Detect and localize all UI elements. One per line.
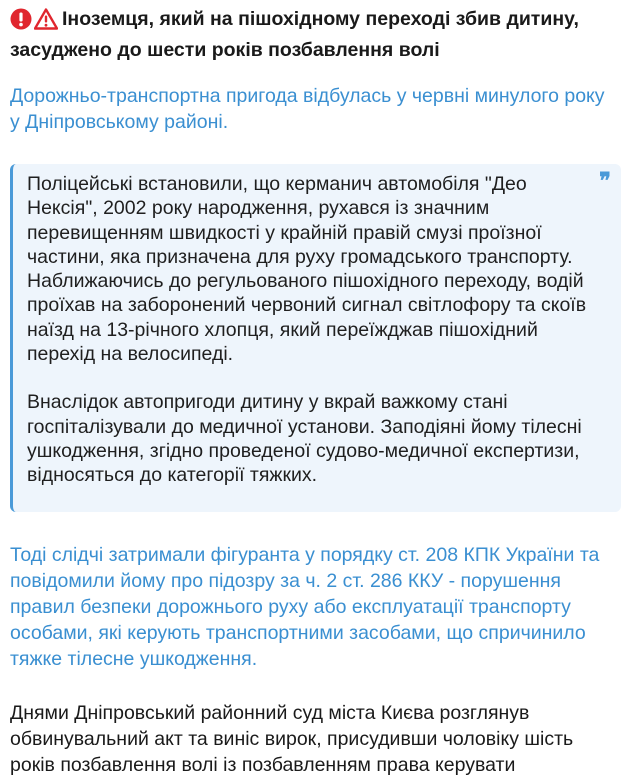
warning-icon xyxy=(34,8,58,37)
headline-text: Іноземця, який на пішохідному переході збив дитину, засуджено до шести років позбавлення волі xyxy=(10,8,579,61)
post-paragraph-blue: Тоді слідчі затримали фігуранта у порядку ст. 208 КПК України та повідомили йому про підозру за ч. 2 ст. 286 ККУ - порушення правил безпеки дорожнього руху або експлуатації транспорту особами, які керують транспортними засобами, що спричинило тяжке тілесне ушкодження. xyxy=(10,544,600,670)
quote-paragraph-2: Внаслідок автопригоди дитину у вкрай важкому стані госпіталізували до медичної установи. Заподіяні йому тілесні ушкодження, згідно проведеної судово-медичної експертизи, відносяться до категорії тяжких. xyxy=(27,391,582,487)
post-lead: Дорожньо-транспортна пригода відбулась у червні минулого року у Дніпровському районі. xyxy=(10,85,605,133)
post-paragraph-dark: Днями Дніпровський районний суд міста Києва розглянув обвинувальний акт та виніс вирок, присудивши чоловіку шість років позбавлення волі із позбавленням права керувати xyxy=(10,702,574,776)
quote-text xyxy=(27,172,587,488)
alert-emojis xyxy=(10,8,58,37)
quote-paragraph-1: Поліцейські встановили, що керманич автомобіля "Део Нексія", 2002 року народження, рухався із значним перевищенням швидкості у крайній правій смузі проїзної частини, яка призначена для руху громадського транспорту. Наближаючись до регульованого пішохідного переходу, водій проїхав на заборонений червоний сигнал світлофору та скоїв наїзд на 13-річного хлопця, який переїжджав пішохідний перехід на велосипеді. xyxy=(27,173,587,366)
quote-icon: ❞ xyxy=(599,168,611,194)
blockquote xyxy=(10,164,621,512)
post-headline xyxy=(10,6,620,63)
red-exclamation-icon xyxy=(10,8,32,37)
